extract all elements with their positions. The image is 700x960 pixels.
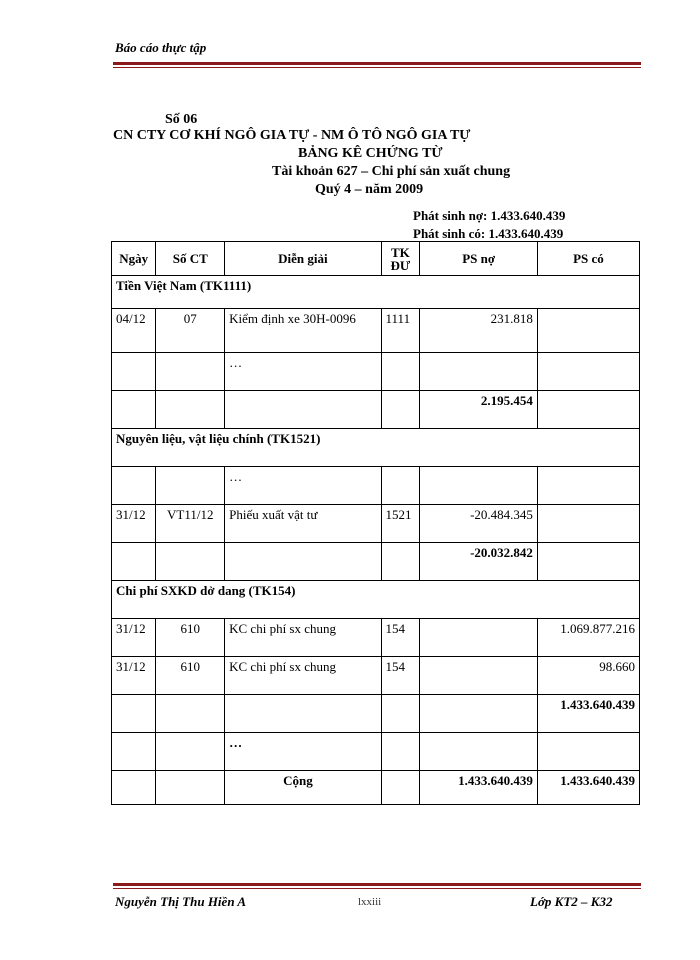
document-number: Số 06 xyxy=(165,112,198,127)
cell-so-ct: 610 xyxy=(156,657,225,695)
account-line: Tài khoản 627 – Chi phí sản xuất chung xyxy=(272,164,511,179)
cell-dien-giai: Kiểm định xe 30H-0096 xyxy=(225,309,381,353)
section-title: Nguyên liệu, vật liệu chính (TK1521) xyxy=(112,429,640,467)
footer-author: Nguyễn Thị Thu Hiền A xyxy=(115,894,246,909)
cell-tk: 1521 xyxy=(381,505,420,543)
document-title: BẢNG KÊ CHỨNG TỪ xyxy=(298,146,443,161)
table-header-row xyxy=(112,242,640,276)
total-ps-co: 1.433.640.439 xyxy=(537,771,639,805)
cell-dien-giai: … xyxy=(225,353,381,391)
cell-date: 31/12 xyxy=(112,657,156,695)
table-row xyxy=(112,353,640,391)
table-row xyxy=(112,733,640,771)
cell-ps-co xyxy=(537,309,639,353)
cell-so-ct: 07 xyxy=(156,309,225,353)
footer-rule xyxy=(113,883,641,886)
subtotal-row xyxy=(112,695,640,733)
col-header-so-ct: Số CT xyxy=(156,242,225,276)
header-rule-thin xyxy=(113,67,641,68)
subtotal-ps-no: -20.032.842 xyxy=(420,543,538,581)
table-row xyxy=(112,505,640,543)
table-row xyxy=(112,309,640,353)
total-credit-line: Phát sinh có: 1.433.640.439 xyxy=(413,226,564,241)
total-ps-no: 1.433.640.439 xyxy=(420,771,538,805)
cell-tk: 1111 xyxy=(381,309,420,353)
subtotal-row xyxy=(112,543,640,581)
cell-ps-no: -20.484.345 xyxy=(420,505,538,543)
cell-dien-giai: KC chi phí sx chung xyxy=(225,619,381,657)
header-rule xyxy=(113,62,641,65)
company-name: CN CTY CƠ KHÍ NGÔ GIA TỰ - NM Ô TÔ NGÔ GIA TỰ xyxy=(113,128,471,143)
subtotal-ps-co: 1.433.640.439 xyxy=(537,695,639,733)
footer-rule-thin xyxy=(113,888,641,889)
page-number: lxxiii xyxy=(358,896,382,908)
cell-dien-giai: Phiếu xuất vật tư xyxy=(225,505,381,543)
cell-so-ct: 610 xyxy=(156,619,225,657)
col-header-tk: TK ĐƯ xyxy=(381,242,420,276)
cell-tk: 154 xyxy=(381,619,420,657)
col-header-ps-co: PS có xyxy=(537,242,639,276)
period-line: Quý 4 – năm 2009 xyxy=(315,182,424,197)
total-label: Cộng xyxy=(225,771,381,805)
cell-tk: 154 xyxy=(381,657,420,695)
section-row xyxy=(112,276,640,309)
col-header-date: Ngày xyxy=(112,242,156,276)
section-title: Tiền Việt Nam (TK1111) xyxy=(112,276,640,309)
cell-so-ct: VT11/12 xyxy=(156,505,225,543)
total-debit-line: Phát sinh nợ: 1.433.640.439 xyxy=(413,208,566,223)
section-title: Chi phí SXKD dở dang (TK154) xyxy=(112,581,640,619)
cell-dien-giai: … xyxy=(225,733,381,771)
col-header-dien-giai: Diễn giải xyxy=(225,242,381,276)
cell-ps-co: 1.069.877.216 xyxy=(537,619,639,657)
cell-date: 04/12 xyxy=(112,309,156,353)
footer-class: Lớp KT2 – K32 xyxy=(530,894,613,909)
table-row xyxy=(112,467,640,505)
col-header-ps-no: PS nợ xyxy=(420,242,538,276)
section-row xyxy=(112,581,640,619)
table-row xyxy=(112,657,640,695)
running-title: Báo cáo thực tập xyxy=(115,40,207,55)
cell-date: 31/12 xyxy=(112,619,156,657)
voucher-table xyxy=(111,241,640,805)
subtotal-ps-no: 2.195.454 xyxy=(420,391,538,429)
cell-ps-no: 231.818 xyxy=(420,309,538,353)
cell-dien-giai: … xyxy=(225,467,381,505)
cell-date: 31/12 xyxy=(112,505,156,543)
subtotal-row xyxy=(112,391,640,429)
cell-ps-co: 98.660 xyxy=(537,657,639,695)
cell-dien-giai: KC chi phí sx chung xyxy=(225,657,381,695)
section-row xyxy=(112,429,640,467)
table-row xyxy=(112,619,640,657)
total-row xyxy=(112,771,640,805)
